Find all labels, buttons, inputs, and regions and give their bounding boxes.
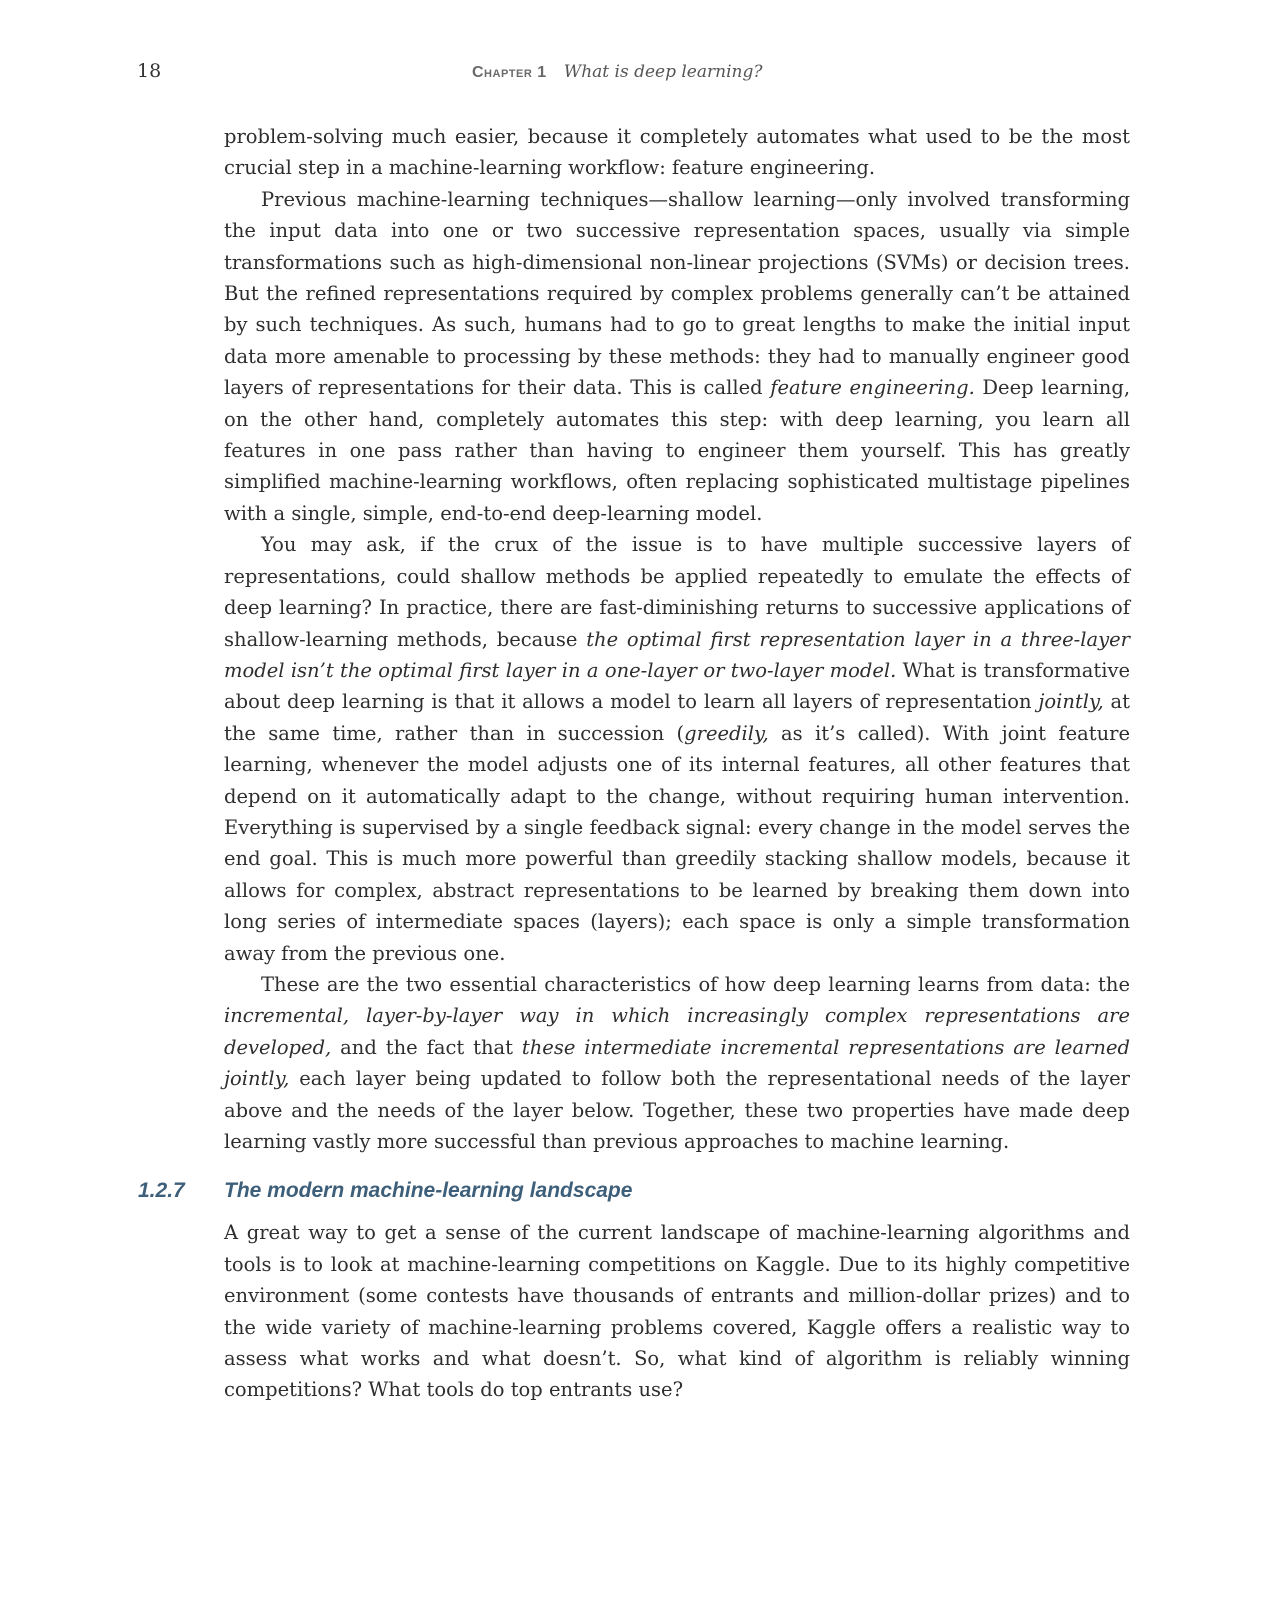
section-heading (138, 1175, 1130, 1209)
text-run: each layer being updated to follow both the representational needs of the layer above and the needs of the layer below. Together, these two properties have made deep learning vastly more successful than previous approaches to machine learning. (224, 1067, 1130, 1153)
text-run: at the same time, rather than in succession ( (224, 690, 1130, 745)
section-number: 1.2.7 (138, 1179, 185, 1203)
paragraph-kaggle: A great way to get a sense of the current landscape of machine-learning algorithms and tools is to look at machine-learning competitions on Kaggle. Due to its highly competitive environment (some contests have thousands of entrants and million-dollar prizes) and to the wide variety of machine-learning problems covered, Kaggle offers a realistic way to assess what works and what doesn’t. So, what kind of algorithm is reliably winning competitions? What tools do top entrants use? (224, 1221, 1130, 1402)
text-run: Deep learning, on the other hand, completely automates this step: with deep learning, you learn all features in one pass rather than having to engineer them yourself. This has greatly simplified machine-learning workflows, often replacing sophisticated multistage pipelines with a single, simple, end-to-end deep-learning model. (224, 376, 1131, 525)
text-run: These are the two essential characteristics of how deep learning learns from data: the (261, 972, 1130, 996)
running-head (472, 62, 762, 82)
emphasis-text: greedily, (684, 721, 769, 745)
section-title: The modern machine-learning landscape (224, 1179, 633, 1203)
chapter-label: Chapter 1 (472, 64, 547, 81)
emphasis-text: incremental, layer-by-layer way in which increasingly complex representations are developed, (224, 1004, 1130, 1059)
text-run: and the fact that (331, 1035, 522, 1059)
paragraph-characteristics (224, 969, 1130, 1157)
text-run: as it’s called). With joint feature learning, whenever the model adjusts one of its internal features, all other features that depend on it automatically adapt to the change, without requiring human intervention. Everything is supervised by a single feedback signal: every change in the model serves the end goal. This is much more powerful than greedily stacking shallow models, because it allows for complex, abstract representations to be learned by breaking them down into long series of intermediate spaces (layers); each space is only a simple transformation away from the previous one. (224, 721, 1130, 965)
emphasis-text: the optimal first representation layer in a three-layer model isn’t the optimal first layer in a one-layer or two-layer model. (224, 627, 1130, 682)
emphasis-text: these intermediate incremental representations are learned jointly, (224, 1035, 1130, 1091)
page-header (137, 60, 1137, 90)
emphasis-text: feature engineering. (770, 376, 975, 400)
text-run: What is transformative about deep learning is that it allows a model to learn all layers of representation (224, 658, 1130, 714)
paragraph-shallow-learning (224, 184, 1130, 529)
emphasis-text: jointly, (1038, 690, 1104, 714)
text-run: Previous machine-learning techniques—shallow learning—only involved transforming the input data into one or two successive representation spaces, usually via simple transformations such as high-dimensional non-linear projections (SVMs) or decision trees. But the refined representations required by complex problems generally can’t be attained by such techniques. As such, humans had to go to great lengths to make the initial input data more amenable to processing by these methods: they had to manually engineer good layers of representations for their data. This is called (224, 187, 1130, 400)
chapter-title: What is deep learning? (563, 62, 763, 82)
paragraph-continued: problem-solving much easier, because it completely automates what used to be the most crucial step in a machine-learning workflow: feature engineering. (224, 125, 1130, 180)
text-run: You may ask, if the crux of the issue is to have multiple successive layers of representations, could shallow methods be applied repeatedly to emulate the effects of deep learning? In practice, there are fast-diminishing returns to successive applications of shallow-learning methods, because (224, 533, 1130, 651)
paragraph-joint-learning (224, 529, 1130, 969)
page-number: 18 (137, 60, 162, 82)
body-text (138, 121, 1131, 1406)
